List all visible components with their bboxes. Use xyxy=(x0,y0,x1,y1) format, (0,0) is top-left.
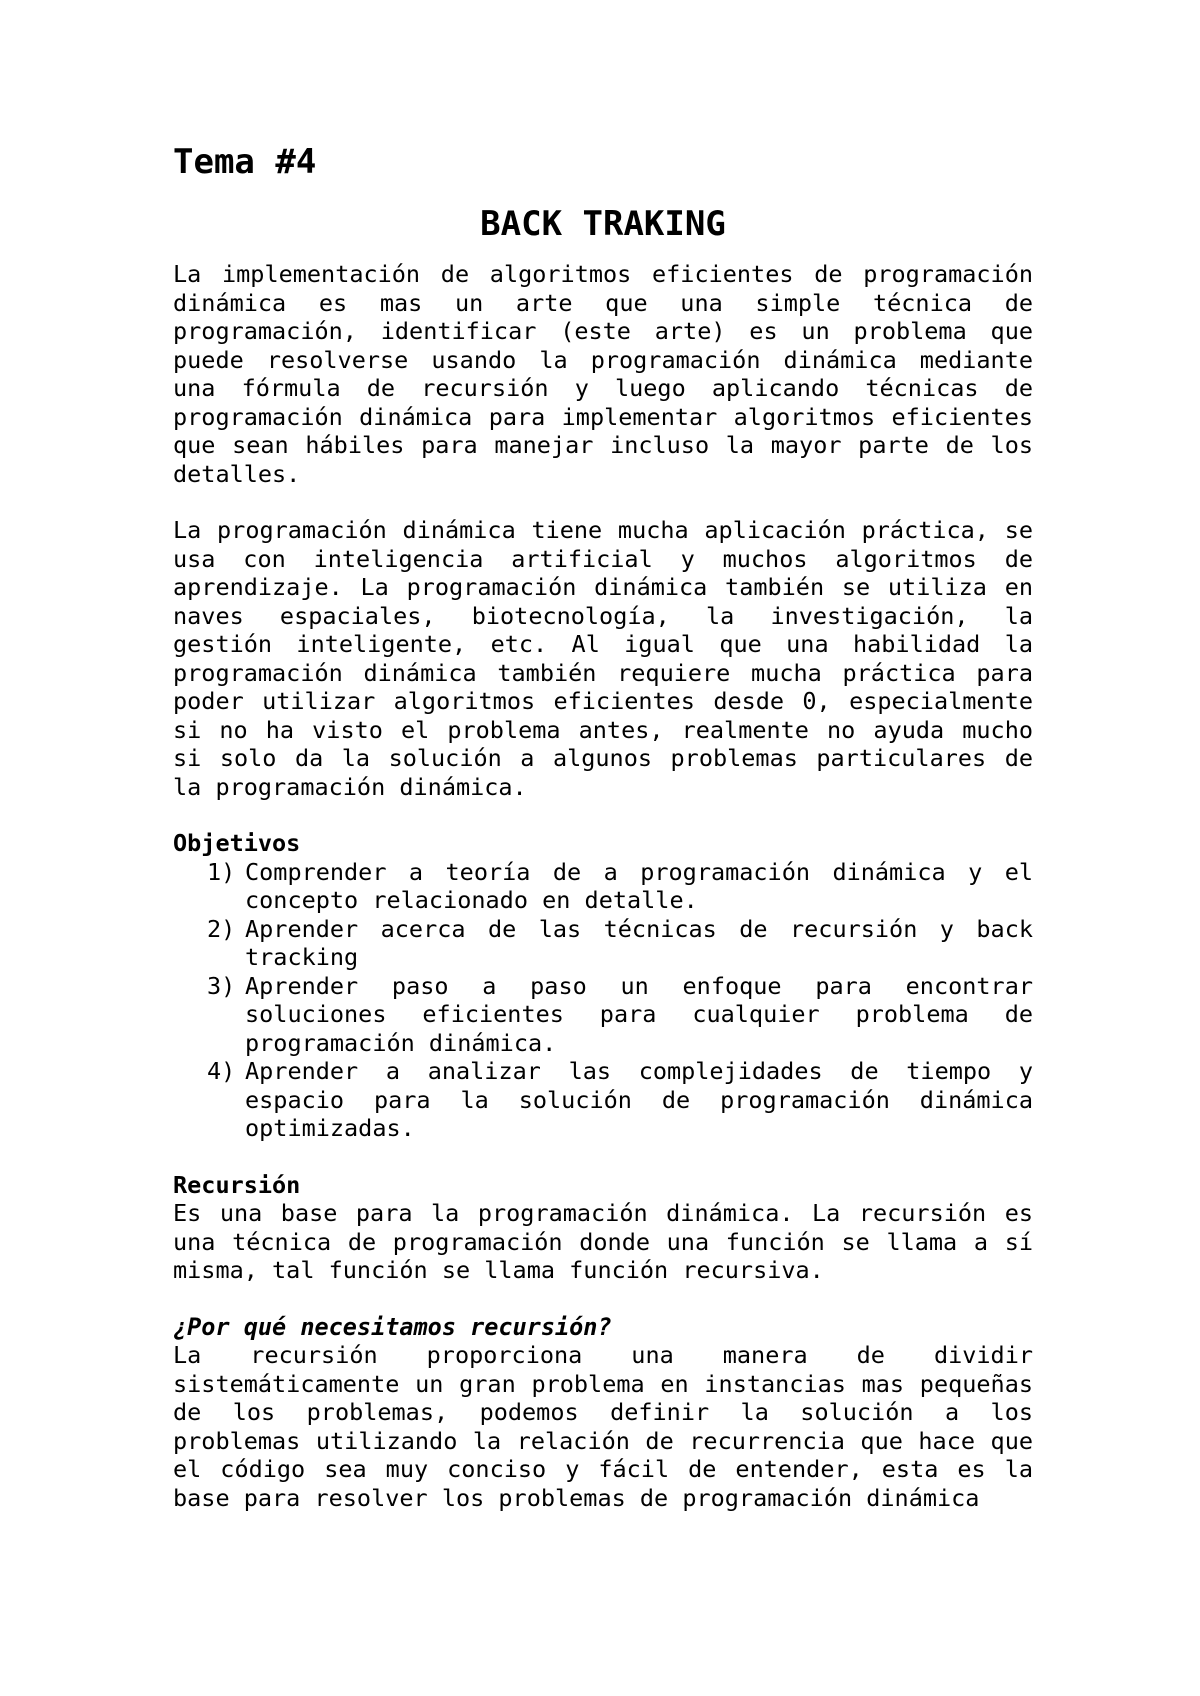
list-item xyxy=(173,1057,1033,1143)
list-item-number: 2) xyxy=(207,914,236,943)
list-item-number: 1) xyxy=(207,857,236,886)
objetivos-list xyxy=(173,858,1033,1143)
document-page xyxy=(173,140,1033,1512)
intro-paragraph-1: La implementación de algoritmos eficientes de programación dinámica es mas un arte que una simple técnica de programación, identificar (este arte) es un problema que puede resolverse usando la programación dinámica mediante una fórmula de recursión y luego aplicando técnicas de programación dinámica para implementar algoritmos eficientes que sean hábiles para manejar incluso la mayor parte de los detalles. xyxy=(173,260,1033,488)
objetivos-heading: Objetivos xyxy=(173,829,301,857)
intro-paragraph-2: La programación dinámica tiene mucha aplicación práctica, se usa con inteligencia artificial y muchos algoritmos de aprendizaje. La programación dinámica también se utiliza en naves espaciales, biotecnología, la investigación, la gestión inteligente, etc. Al igual que una habilidad la programación dinámica también requiere mucha práctica para poder utilizar algoritmos eficientes desde 0, especialmente si no ha visto el problema antes, realmente no ayuda mucho si solo da la solución a algunos problemas particulares de la programación dinámica. xyxy=(173,516,1033,801)
list-item xyxy=(173,972,1033,1058)
topic-number: Tema #4 xyxy=(173,142,317,182)
recursion-heading: Recursión xyxy=(173,1170,301,1199)
recursion-paragraph: Es una base para la programación dinámica. La recursión es una técnica de programación donde una función se llama a sí misma, tal función se llama función recursiva. xyxy=(173,1199,1033,1284)
porque-paragraph: La recursión proporciona una manera de dividir sistemáticamente un gran problema en instancias mas pequeñas de los problemas, podemos definir la solución a los problemas utilizando la relación de recurrencia que hace que el código sea muy conciso y fácil de entender, esta es la base para resolver los problemas de programación dinámica xyxy=(173,1341,1033,1512)
list-item-number: 4) xyxy=(207,1057,236,1085)
list-item xyxy=(173,915,1033,972)
porque-heading: ¿Por qué necesitamos recursión? xyxy=(173,1312,612,1341)
list-item-text: Aprender a analizar las complejidades de tiempo y espacio para la solución de programación dinámica optimizadas. xyxy=(245,1057,1033,1142)
list-item-text: Aprender paso a paso un enfoque para encontrar soluciones eficientes para cualquier problema de programación dinámica. xyxy=(245,971,1033,1057)
list-item-text: Comprender a teoría de a programación dinámica y el concepto relacionado en detalle. xyxy=(245,857,1033,914)
list-item-text: Aprender acerca de las técnicas de recursión y back tracking xyxy=(245,914,1033,971)
list-item xyxy=(173,858,1033,915)
list-item-number: 3) xyxy=(207,971,236,1000)
page-title: BACK TRAKING xyxy=(480,204,726,244)
